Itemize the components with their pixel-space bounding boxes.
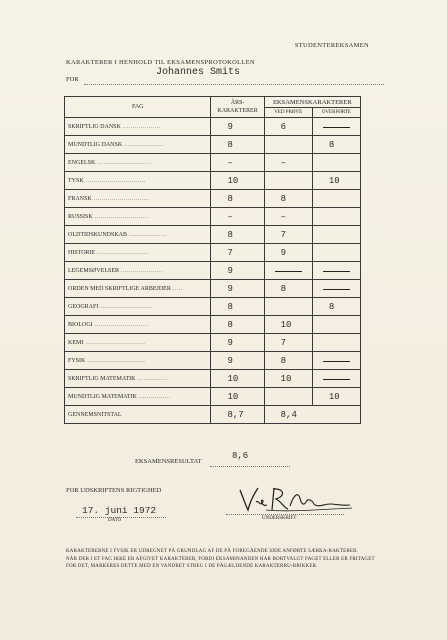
subject-label: FRANSK — [68, 195, 92, 202]
omitted-dash — [323, 127, 350, 128]
leader-dots: ........................... — [92, 321, 149, 328]
subject-name — [65, 172, 211, 190]
subject-name — [65, 190, 211, 208]
leader-dots: ............................. — [85, 357, 146, 364]
result-label: EKSAMENSRESULTAT — [135, 458, 202, 465]
year-grade: 8 — [211, 226, 264, 244]
leader-dots: .............................. — [83, 177, 146, 184]
subject-name — [65, 370, 211, 388]
year-grade: – — [211, 208, 264, 226]
grade-row — [65, 262, 361, 280]
certification-date: 17. juni 1972 — [82, 505, 157, 516]
footnotes — [66, 548, 381, 571]
transferred-grade: 8 — [312, 136, 360, 154]
transferred-grade — [312, 280, 360, 298]
oral-grade: 7 — [264, 226, 312, 244]
leader-dots: .................... — [122, 141, 165, 148]
student-name: Johannes Smits — [156, 67, 241, 78]
transferred-grade: 10 — [312, 172, 360, 190]
grade-row — [65, 190, 361, 208]
subject-label: ENGELSK — [68, 159, 96, 166]
subject-label: SKRIFTLIG MATEMATIK — [68, 375, 136, 382]
transferred-grade — [312, 244, 360, 262]
year-grade: 8 — [211, 190, 264, 208]
year-grade: 8 — [211, 316, 264, 334]
transferred-grade — [312, 226, 360, 244]
leader-dots: ................... — [120, 123, 161, 130]
subject-name — [65, 136, 211, 154]
oral-grade: 7 — [264, 334, 312, 352]
transferred-grade — [312, 190, 360, 208]
subject-label: LEGEMSØVELSER — [68, 267, 119, 274]
subject-label: SKRIFTLIG DANSK — [68, 123, 121, 130]
oral-grade: – — [264, 208, 312, 226]
result-line — [210, 466, 290, 467]
document-subtitle: KARAKTERER I HENHOLD TIL EKSAMENSPROTOKOLLEN — [66, 59, 255, 66]
leader-dots: ........................... — [95, 159, 152, 166]
transferred-grade — [312, 154, 360, 172]
year-grade: 9 — [211, 118, 264, 136]
name-line — [84, 84, 384, 85]
year-grade: – — [211, 154, 264, 172]
year-grade: 8 — [211, 136, 264, 154]
subject-name — [65, 280, 211, 298]
certification-label: FOR UDSKRIFTENS RIGTIGHED — [66, 487, 162, 494]
oral-grade: 8 — [264, 352, 312, 370]
oral-grade: 8 — [264, 280, 312, 298]
year-grade: 10 — [211, 388, 264, 406]
transferred-grade — [312, 208, 360, 226]
leader-dots: .......................... — [98, 303, 153, 310]
leader-dots: ........................... — [92, 213, 149, 220]
header-oral: VED PRØVE — [264, 108, 312, 118]
oral-grade: 6 — [264, 118, 312, 136]
header-exam-grades: EKSAMENSKARAKTERER — [264, 97, 360, 108]
leader-dots: .............................. — [83, 339, 146, 346]
year-grade: 9 — [211, 352, 264, 370]
year-grade: 9 — [211, 262, 264, 280]
header-transferred: OVERFØRTE — [312, 108, 360, 118]
oral-grade: 9 — [264, 244, 312, 262]
year-grade: 9 — [211, 280, 264, 298]
grade-row — [65, 172, 361, 190]
average-year: 8,7 — [211, 406, 264, 424]
grade-row — [65, 334, 361, 352]
average-exam: 8,4 — [264, 406, 360, 424]
subject-label: RUSSISK — [68, 213, 93, 220]
footnote-physics: KARAKTERERNE I FYSIK ER UDREGNET PÅ GRUNDLAG AF DE PÅ FOREGÅENDE SIDE ANFØRTE SÆRKA-RAKTERER. — [66, 549, 359, 554]
oral-grade: 10 — [264, 316, 312, 334]
signature-line — [226, 514, 344, 515]
omitted-dash — [323, 271, 350, 272]
year-grade: 8 — [211, 298, 264, 316]
subject-label: KEMI — [68, 339, 84, 346]
oral-grade — [264, 388, 312, 406]
year-grade: 10 — [211, 370, 264, 388]
leader-dots: ..................... — [119, 267, 163, 274]
oral-grade: 8 — [264, 190, 312, 208]
oral-grade — [264, 298, 312, 316]
leader-dots: ................ — [136, 393, 171, 400]
transferred-grade — [312, 370, 360, 388]
grade-row — [65, 370, 361, 388]
subject-label: MUNDTLIG MATEMATIK — [68, 393, 137, 400]
omitted-dash — [323, 361, 350, 362]
footnote-omitted: NÅR DER I ET FAG IKKE ER AFGIVET KARAKTERER, FORDI EKSAMINANDEN HAR BORTVALGT FAGET ELLER ER FRITAGET FOR DET, MARKERES DETTE MED EN VANDRET STREG I DE PÅGÆLDENDE KARAKTERRU-BRIKKER. — [66, 557, 375, 569]
leader-dots: .......................... — [95, 249, 150, 256]
leader-dots: ............... — [135, 375, 168, 382]
transferred-grade — [312, 334, 360, 352]
grade-row — [65, 316, 361, 334]
grade-row — [65, 388, 361, 406]
leader-dots: ............................ — [91, 195, 150, 202]
oral-grade: 10 — [264, 370, 312, 388]
subject-name — [65, 154, 211, 172]
year-grade: 9 — [211, 334, 264, 352]
subject-name — [65, 226, 211, 244]
date-label: DATO — [108, 518, 122, 523]
year-grade: 7 — [211, 244, 264, 262]
oral-grade — [264, 262, 312, 280]
transferred-grade — [312, 118, 360, 136]
grade-row — [65, 352, 361, 370]
subject-label: TYSK — [68, 177, 84, 184]
transferred-grade: 8 — [312, 298, 360, 316]
average-row — [65, 406, 361, 424]
grade-row — [65, 208, 361, 226]
omitted-dash — [323, 379, 350, 380]
subject-name — [65, 262, 211, 280]
subject-name — [65, 298, 211, 316]
header-year-grades-text: ÅRS- KARAKTERER — [217, 100, 258, 114]
leader-dots: ..... — [170, 285, 183, 292]
header-subject: FAG — [65, 97, 211, 118]
handwritten-signature — [226, 480, 356, 516]
subject-name — [65, 118, 211, 136]
transferred-grade: 10 — [312, 388, 360, 406]
grade-row — [65, 118, 361, 136]
transferred-grade — [312, 262, 360, 280]
oral-grade: – — [264, 154, 312, 172]
subject-label: HISTORIE — [68, 249, 96, 256]
subject-name — [65, 244, 211, 262]
transferred-grade — [312, 352, 360, 370]
subject-label: GEOGRAFI — [68, 303, 99, 310]
subject-name — [65, 208, 211, 226]
grade-row — [65, 226, 361, 244]
oral-grade — [264, 136, 312, 154]
result-value: 8,6 — [232, 451, 249, 461]
oral-grade — [264, 172, 312, 190]
grade-row — [65, 136, 361, 154]
header-year-grades — [211, 97, 264, 118]
subject-name — [65, 316, 211, 334]
omitted-dash — [275, 271, 302, 272]
document-type: STUDENTEREKSAMEN — [294, 42, 369, 49]
omitted-dash — [323, 289, 350, 290]
for-label: FOR — [66, 76, 79, 83]
subject-label: MUNDTLIG DANSK — [68, 141, 123, 148]
grade-row — [65, 244, 361, 262]
grade-row — [65, 154, 361, 172]
subject-label: ORDEN MED SKRIFTLIGE ARBEJDER — [68, 285, 171, 292]
grade-rows — [65, 118, 361, 406]
subject-name — [65, 388, 211, 406]
grade-row — [65, 280, 361, 298]
average-label: GENNEMSNITSTAL — [65, 406, 211, 424]
grade-row — [65, 298, 361, 316]
grades-table — [64, 96, 361, 424]
subject-label: FYSIK — [68, 357, 86, 364]
subject-label: BIOLOGI — [68, 321, 93, 328]
leader-dots: ................... — [127, 231, 168, 238]
subject-name — [65, 352, 211, 370]
transferred-grade — [312, 316, 360, 334]
subject-name — [65, 334, 211, 352]
year-grade: 10 — [211, 172, 264, 190]
signature-label: UNDERSKRIFT — [262, 516, 297, 521]
subject-label: OLDTIDSKUNDSKAB — [68, 231, 128, 238]
